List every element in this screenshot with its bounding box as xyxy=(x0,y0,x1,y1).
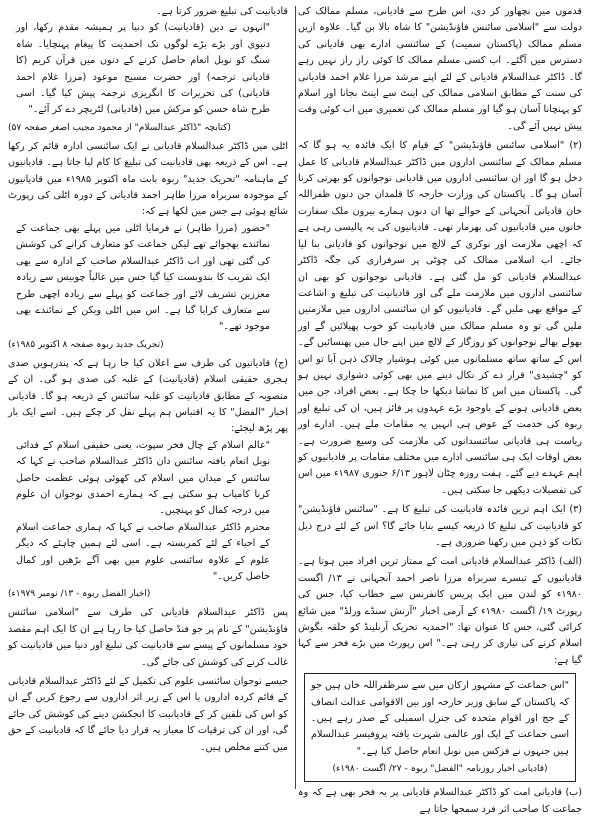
citation: (کتابچہ "ڈاکٹر عبدالسلام" از محمود مجیب اصغر صفحہ ۵۷) xyxy=(8,122,231,133)
left-column xyxy=(8,4,288,791)
section-2-paragraph: (۲) "اسلامی سائنس فاؤنڈیشن" کے قیام کا ایک فائدہ یہ ہو گا کہ مسلم ممالک کے سائنسی اداروں میں ڈاکٹر عبدالسلام قادیانی کا عمل دخل ہو گا اور ان سائنسی اداروں میں قادیانی نوجوانوں کو بھرتی کرنا آسان ہو گا۔ پاکستان کی وزارت خارجہ کا قلمدان جن دنوں ظفراللہ خان قادیانی آنجہانی کے حوالے تھا ان دنوں ہمارے بیرون ملک سفارت خانوں میں قادیانیوں کی بھرمار تھی۔ قادیانیوں کی یہ پالیسی رہی ہے کہ اچھی ملازمت اور نوکری کے لالچ میں نوجوانوں کو قادیانی بنا لیا جائے۔ اب اسلامی ممالک کی چوٹی پر سرفرازی کی جگہ ڈاکٹر عبدالسلام قادیانی کو مل گئی ہے۔ قادیانی نوجوانوں کو بھی ان سائنسی اداروں میں ملازمت ملے گی اور قادیانیت کی تبلیغ و اشاعت کے مواقع بھی ملیں گے۔ قادیانیوں کو ان سائنسی اداروں میں ملازمتیں ملیں گی تو وہ مسلم ممالک میں قادیانیت کو خوب پھیلائیں گے اور بھولے بھالے نوجوانوں کو روزگار کے لالچ میں اپنے جال میں پھنسائیں گے۔ اس کے ساتھ ساتھ مسلمانوں میں کوئی ہوشیار چالاک ذہن آیا تو اس کو "چشیدی" قرار دے کر نکال دینے میں بھی کوئی دشواری نہیں ہو گی۔ پاکستان میں اس کا تماشا دیکھا جا چکا ہے۔ بعض افراد، جن میں بعض قادیانی ہونے کے باوجود بڑے عہدوں پر فائز ہیں، ان کی تبلیغ اور ربوہ کی خدمت کے عوض ہی انہیں یہ مقامات ملے ہیں۔ ادارے اور ریاست ہی قادیانی سائنسدانوں کی ملازمت کی وسیع ضرورت ہے۔ بعض اوقات ایک ہی سائنسی ادارے میں مختلف مقامات پر قادیانیوں کو اہم عہدے دیے گئے۔ ہفت روزہ چٹان لاہور ۶/۱۳ جنوری ۱۹۸۷ء میں اس کی تفصیلات دیکھی جا سکتی ہیں۔ xyxy=(298,140,582,496)
paragraph: اٹلی میں ڈاکٹر عبدالسلام قادیانی نے ایک سائنسی ادارہ قائم کر رکھا ہے۔ اس کے ذریعہ بھی قادیانیت کی تبلیغ کا کام لیا جاتا ہے۔ قادیانیوں کے ماہنامہ "تحریک جدید" ربوہ بابت ماہ اکتوبر ۱۹۸۵ء میں قادیانیوں کے موجودہ سربراہ مرزا طاہر احمد قادیانی کے دورہ اٹلی کی رپورٹ شائع ہوئی ہے جس میں لکھا ہے کہ: xyxy=(8,140,288,218)
boxed-quote-citation: (قادیانی اخبار روزنامہ "الفضل" ربوہ - ۲۷/ اگست ۱۹۸۰ء) xyxy=(332,764,548,775)
section-bay-paragraph: (ب) قادیانی امت کو ڈاکٹر عبدالسلام قادیانی پر یہ فخر بھی ہے کہ وہ جماعت کا صاحب اثر فرد سمجھا جاتا ہے xyxy=(298,787,582,815)
block-quote: محترم ڈاکٹر عبدالسلام صاحب نے کہا کہ ہماری جماعت اسلام کے احیاء کے لئے کمربستہ ہے۔ اسی لئے ہمیں چاہئے کہ دیگر علوم کے علاوہ سائنسی علوم میں بھی آگے بڑھیں اور کمال حاصل کریں۔" xyxy=(16,521,270,582)
column-divider xyxy=(295,6,296,789)
citation: (تحریک جدید ربوہ صفحہ ۸ اکتوبر ۱۹۸۵ء) xyxy=(8,339,164,350)
boxed-quote: "اس جماعت کے مشہور ارکان میں سے سرظفراللہ خان ہیں جو کہ پاکستان کے سابق وزیر خارجہ اور بین الاقوامی عدالت انصاف کے جج اور اقوام متحدہ کی جنرل اسمبلی کے صدر رہے ہیں۔ اسی جماعت کے ایک اور عالمی شہرت یافتہ پروفیسر عبدالسلام ہیں جنہوں نے فزکس میں نوبل انعام حاصل کیا ہے۔" xyxy=(311,680,569,757)
paragraph: قادیانیت کی تبلیغ ضرور کرتا ہے۔ xyxy=(156,6,288,17)
right-column xyxy=(298,4,582,815)
block-quote: "عالم اسلام کے چال فخر سپوت، یعنی حقیقی اسلام کے فدائی نوبل انعام یافتہ سائنس دان ڈاکٹر عبدالسلام صاحب نے کہا کہ سائنس کے میدان میں اسلام کی کھوئی ہوئی عظمت حاصل کرنا کامیاب ہو سکتی ہے کہ ہمارے احمدی نوجوان ان علوم میں درجہ کمال کو پہنچیں۔ xyxy=(16,439,270,517)
paragraph: پس ڈاکٹر عبدالسلام قادیانی کی طرف سے "اسلامی سائنس فاؤنڈیشن" کے نام پر جو فنڈ حاصل کیا جا رہا ہے ان کا ایک اہم مقصد خود مسلمانوں کے پیسے سے قادیانیت کی تبلیغ اور دنیا میں قادیانیت کو غالب کرنے کی کوشش کی جائے گی۔ xyxy=(8,607,288,668)
quote-box xyxy=(304,673,576,782)
paragraph: قدموں میں نچھاور کر دی، اس طرح سے قادیانی، مسلم ممالک کی دولت سے "اسلامی سائنس فاؤنڈیشن" کا شاہ بالا بن گیا۔ علاوہ ازیں مسلم ممالک (پاکستان سمیت) کے سائنسی ادارے بھی قادیانی کی دسترس میں آگئے۔ اب کسی مسلم ممالک کا کوئی راز راز نہیں رہے گا۔ ڈاکٹر عبدالسلام قادیانی کے لئے اپنے مرشد مرزا غلام احمد قادیانی کی سنت کے مطابق اسلامی ممالک کی اینٹ سے اینٹ بجانا اور اسلام کو پہنچانا آسان ہو گیا اور مسلم ممالک کی تعمیری میں اب کوئی وقت پیش نہیں آئے گی۔ xyxy=(298,6,582,132)
citation: (اخبار الفضل ربوہ - ۱۳/ نومبر ۱۹۷۹ء) xyxy=(8,589,151,600)
section-jeem-paragraph: (ج) قادیانیوں کی طرف سے اعلان کیا جا رہا ہے کہ پندرہویں صدی ہجری حقیقی اسلام (قادیانیت) کے غلبہ کی صدی ہو گی۔ ان کے منصوبہ کے مطابق قادیانیت کو غلبہ سائنس کے ذریعہ ہو گا۔ قادیانی اخبار "الفضل" کا یہ اقتباس ہم پہلے نقل کر چکے ہیں۔ اسے ایک بار پھر پڑھ لیجئے: xyxy=(8,357,288,435)
section-3-paragraph: (۳) ایک اہم ترین فائدہ قادیانیت کی تبلیغ کا ہے۔ "سائنس فاؤنڈیشن" کو قادیانیت کی تبلیغ کا ذریعہ کیسے بنایا جائے گا؟ اس کے لئے درج ذیل نکات کو ذہن میں رکھنا ضروری ہے۔ xyxy=(298,504,582,548)
paragraph: جیسے نوجوان سائنسی علوم کی تکمیل کے لئے ڈاکٹر عبدالسلام قادیانی کے قائم کردہ اداروں یا اس کے زیر اثر اداروں سے رجوع کریں گے ان کو اس کی تلقین کر کے قادیانیت کا انجکشن دینے کی کوشش کی جائے گی، اور ان کی ترقیات کا معیار یہ قرار دیا جائے گا کہ قادیانیت کے حق میں کتنے مخلص ہیں۔ xyxy=(8,676,288,753)
block-quote: "حضور (مرزا طاہر) نے فرمایا اٹلی میں پہلے بھی جماعت کے نمائندے بھجوائے تھے لیکن جماعت کو متعارف کرانے کی کوشش کی گئی تھی اور اب ڈاکٹر عبدالسلام صاحب کے ادارہ سے بھی ایک تقریب کا بندوبست کیا گیا جس میں غالباً چوبیس سے زیادہ معززین تشریف لائے اور جماعت کو پہلے سے زیادہ اچھی طرح سے متعارف کرایا گیا ہے۔ اس میں اٹلی ویکن کے نمائندے بھی موجود تھے۔" xyxy=(16,222,270,333)
block-quote: "انہوں نے دین (قادیانیت) کو دنیا پر ہمیشہ مقدم رکھا، اور دنیوی اور بڑے بڑے لوگوں تک احمدیت کا پیغام پہنچایا۔ شاہ سنگ کو نوبل انعام حاصل کرنے کے دنوں میں قرآن کریم (کا قادیانی ترجمہ) اور حضرت مسیح موعود (مرزا غلام احمد قادیانی) کی تحریرات کا انگریزی ترجمہ پیش کیا گیا۔ اسی طرح شاہ حسن کو مرکش میں (قادیانی) لٹریچر دے کر آئے۔" xyxy=(16,22,270,116)
section-alif-paragraph: (الف) ڈاکٹر عبدالسلام قادیانی امت کے ممتاز ترین افراد میں ہوتا ہے۔ قادیانیوں کے تیسرے سربراہ مرزا ناصر احمد آنجہانی نے ۱۳/ اگست ۱۹۸۰ء کو لندن میں ایک پریس کانفرنس سے خطاب کیا، جس کی رپورٹ ۱۹/ اگست ۱۹۸۰ء کے آرمی اخبار "آرنش سنڈے ورلڈ" میں شائع کرائی گئی، جس کا عنوان تھا: "احمدیہ تحریک آرنلینڈ کو حلقہ بگوش اسلام کرنے کی تیاری کر رہی ہے۔" اس رپورٹ میں بڑے فخر سے کہا گیا ہے: xyxy=(298,556,582,666)
